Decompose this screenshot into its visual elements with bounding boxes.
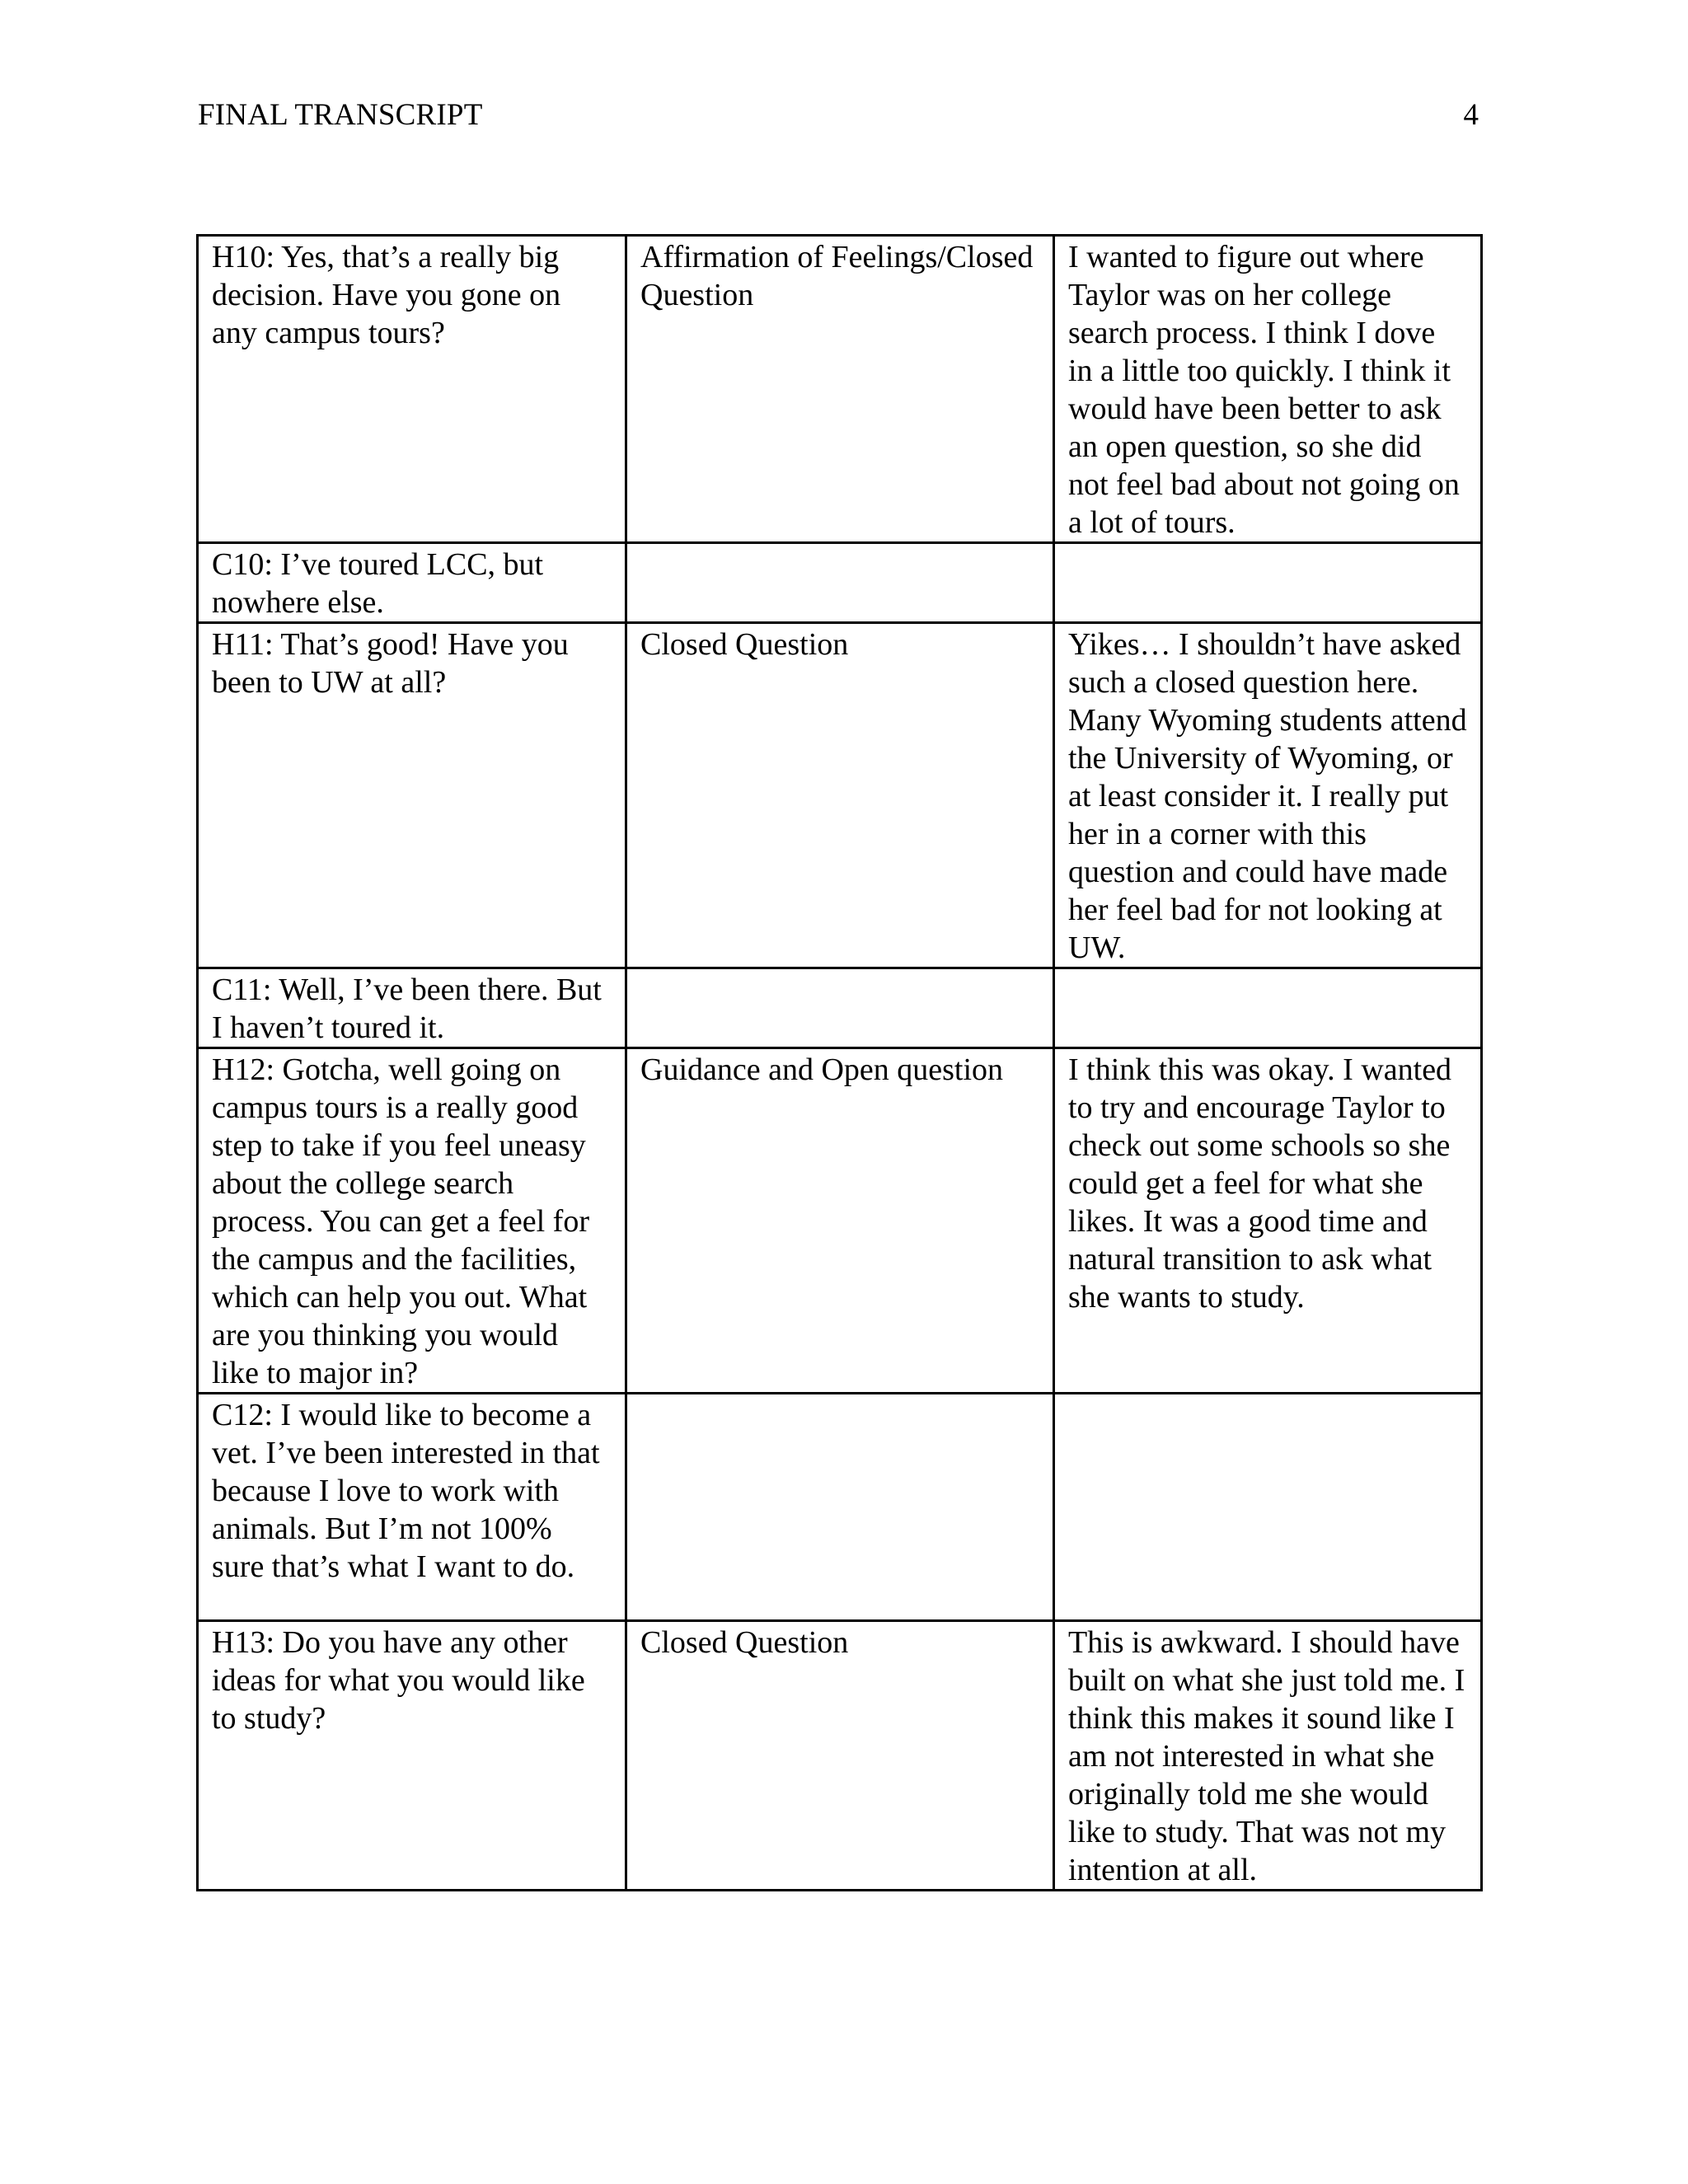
table-row bbox=[198, 1621, 1482, 1891]
table-row bbox=[198, 623, 1482, 968]
reflection-cell: Yikes… I shouldn’t have asked such a closed question here. Many Wyoming students attend the University of Wyoming, or at least consider it. I really put her in a corner with this question and could have made her feel bad for not looking at UW. bbox=[1054, 623, 1482, 968]
reflection-cell: This is awkward. I should have built on what she just told me. I think this makes it sound like I am not interested in what she originally told me she would like to study. That was not my intention at all. bbox=[1054, 1621, 1482, 1891]
reflection-cell bbox=[1054, 1394, 1482, 1621]
statement-cell: C10: I’ve toured LCC, but nowhere else. bbox=[198, 543, 626, 623]
technique-cell bbox=[626, 1394, 1054, 1621]
technique-cell: Guidance and Open question bbox=[626, 1048, 1054, 1394]
table-row bbox=[198, 1394, 1482, 1621]
reflection-cell: I wanted to figure out where Taylor was on her college search process. I think I dove in a little too quickly. I think it would have been better to ask an open question, so she did not feel bad about not going on a lot of tours. bbox=[1054, 236, 1482, 543]
statement-cell: C12: I would like to become a vet. I’ve been interested in that because I love to work with animals. But I’m not 100% sure that’s what I want to do. bbox=[198, 1394, 626, 1621]
reflection-cell bbox=[1054, 543, 1482, 623]
table-row bbox=[198, 1048, 1482, 1394]
statement-cell: H11: That’s good! Have you been to UW at all? bbox=[198, 623, 626, 968]
reflection-cell: I think this was okay. I wanted to try and encourage Taylor to check out some schools so she could get a feel for what she likes. It was a good time and natural transition to ask what she wants to study. bbox=[1054, 1048, 1482, 1394]
technique-cell: Closed Question bbox=[626, 1621, 1054, 1891]
technique-cell: Affirmation of Feelings/Closed Question bbox=[626, 236, 1054, 543]
transcript-table bbox=[196, 234, 1483, 1891]
running-head: FINAL TRANSCRIPT bbox=[198, 98, 483, 132]
statement-cell: H13: Do you have any other ideas for what you would like to study? bbox=[198, 1621, 626, 1891]
technique-cell: Closed Question bbox=[626, 623, 1054, 968]
page-number: 4 bbox=[1463, 98, 1479, 132]
table-row bbox=[198, 543, 1482, 623]
technique-cell bbox=[626, 968, 1054, 1048]
table-row bbox=[198, 968, 1482, 1048]
technique-cell bbox=[626, 543, 1054, 623]
statement-cell: C11: Well, I’ve been there. But I haven’t toured it. bbox=[198, 968, 626, 1048]
table-row bbox=[198, 236, 1482, 543]
statement-cell: H12: Gotcha, well going on campus tours is a really good step to take if you feel uneasy about the college search process. You can get a feel for the campus and the facilities, which can help you out. What are you thinking you would like to major in? bbox=[198, 1048, 626, 1394]
statement-cell: H10: Yes, that’s a really big decision. Have you gone on any campus tours? bbox=[198, 236, 626, 543]
reflection-cell bbox=[1054, 968, 1482, 1048]
